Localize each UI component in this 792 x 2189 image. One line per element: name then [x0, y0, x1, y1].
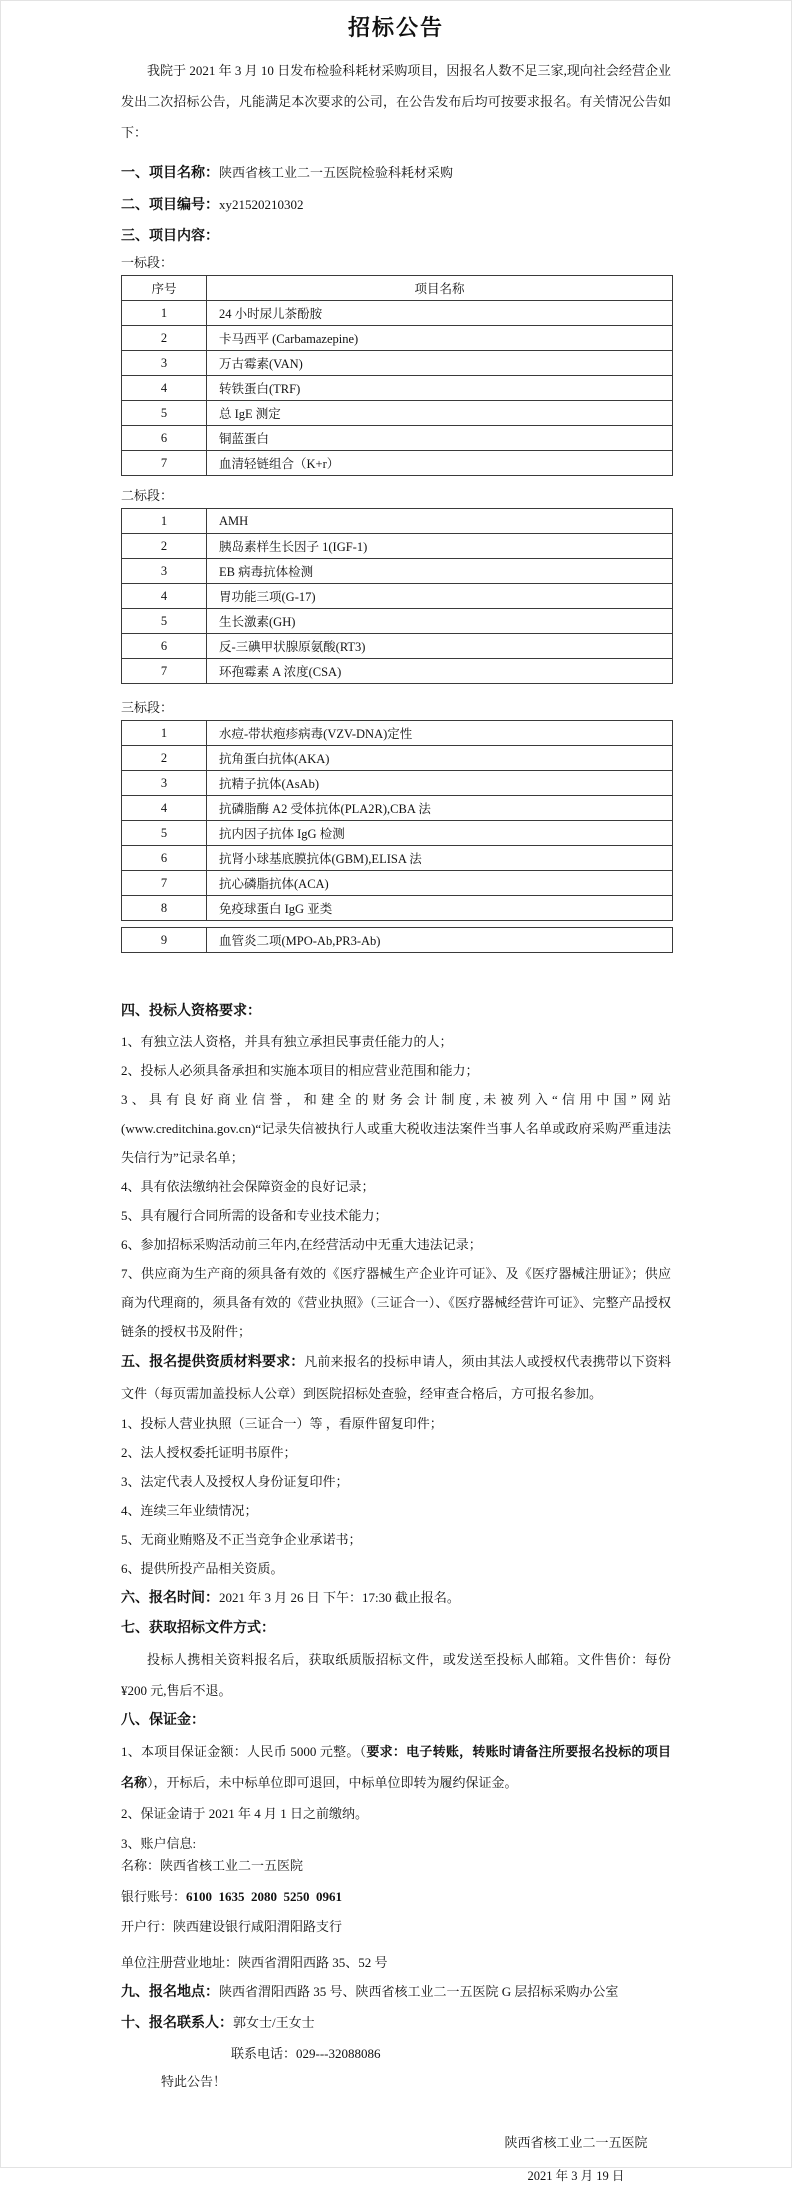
bank-account-line	[121, 1883, 671, 1911]
table-row	[122, 634, 673, 659]
row-name: 水痘-带状疱疹病毒(VZV-DNA)定性	[207, 721, 673, 746]
row-seq: 2	[122, 534, 207, 559]
row-seq: 4	[122, 796, 207, 821]
table-row	[122, 771, 673, 796]
table-row	[122, 821, 673, 846]
qualification-item: 1、有独立法人资格，并具有独立承担民事责任能力的人；	[121, 1034, 453, 1049]
qualification-item: 3、具有良好商业信誉，和建全的财务会计制度,未被列入“信用中国”网站(www.creditchina.gov.cn)“记录失信被执行人或重大税收违法案件当事人名单或政府采购严重违法失信行为”记录名单；	[121, 1092, 671, 1165]
row-seq: 3	[122, 351, 207, 376]
table-row	[122, 509, 673, 534]
table-row	[122, 609, 673, 634]
qualification-item: 2、投标人必须具备承担和实施本项目的相应营业范围和能力；	[121, 1063, 479, 1078]
row-name: 抗内因子抗体 IgG 检测	[207, 821, 673, 846]
contact-value: 郭女士/王女士	[233, 2015, 315, 2030]
materials-list	[121, 1409, 671, 1583]
row-name: 24 小时尿儿茶酚胺	[207, 301, 673, 326]
lot3-table-tail	[121, 927, 673, 953]
bank-branch: 开户行：陕西建设银行咸阳渭阳路支行	[121, 1919, 343, 1934]
bank-account-number: 6100 1635 2080 5250 0961	[186, 1889, 343, 1904]
location-value: 陕西省渭阳西路 35 号、陕西省核工业二一五医院 G 层招标采购办公室	[219, 1984, 619, 1999]
lot1-rows	[122, 301, 673, 476]
row-seq: 7	[122, 871, 207, 896]
row-name: 胃功能三项(G-17)	[207, 584, 673, 609]
row-seq: 1	[122, 721, 207, 746]
row-seq: 5	[122, 401, 207, 426]
lot3-caption: 三标段：	[121, 700, 174, 715]
lot2-caption: 二标段：	[121, 488, 174, 503]
signature-date: 2021 年 3 月 19 日	[527, 2169, 625, 2183]
table-row	[122, 426, 673, 451]
row-name: 卡马西平 (Carbamazepine)	[207, 326, 673, 351]
table-row	[122, 401, 673, 426]
section-deposit-heading: 八、保证金：	[121, 1713, 205, 1728]
table-row	[122, 534, 673, 559]
row-name: AMH	[207, 509, 673, 534]
lot2-table	[121, 508, 673, 684]
row-seq: 2	[122, 326, 207, 351]
deposit-item-2: 2、保证金请于 2021 年 4 月 1 日之前缴纳。	[121, 1806, 369, 1821]
closing-statement: 特此公告！	[161, 2074, 227, 2089]
deposit-item-1-post: ），开标后，未中标单位即可退回，中标单位即转为履约保证金。	[147, 1775, 518, 1790]
intro-paragraph: 我院于 2021 年 3 月 10 日发布检验科耗材采购项目，因报名人数不足三家,现向社会经营企业发出二次招标公告，凡能满足本次要求的公司，在公告发布后均可按要求报名。有关情况公告如下：	[121, 63, 671, 140]
section-document-access-heading: 七、获取招标文件方式：	[121, 1621, 275, 1636]
project-content-label: 三、项目内容：	[121, 229, 219, 244]
row-name: 反-三碘甲状腺原氨酸(RT3)	[207, 634, 673, 659]
row-seq: 1	[122, 301, 207, 326]
project-number-label: 二、项目编号：	[121, 198, 219, 213]
lot1-caption: 一标段：	[121, 255, 174, 270]
project-name-value: 陕西省核工业二一五医院检验科耗材采购	[219, 165, 454, 180]
row-seq: 6	[122, 426, 207, 451]
row-seq: 3	[122, 771, 207, 796]
deadline-value: 2021 年 3 月 26 日 下午：17:30 截止报名。	[219, 1590, 460, 1605]
row-name: 抗角蛋白抗体(AKA)	[207, 746, 673, 771]
column-header-seq: 序号	[122, 276, 207, 301]
contact-phone: 联系电话：029---32088086	[231, 2046, 381, 2061]
table-row	[122, 351, 673, 376]
row-seq: 1	[122, 509, 207, 534]
table-row	[122, 746, 673, 771]
material-item: 1、投标人营业执照（三证合一）等 ，看原件留复印件；	[121, 1416, 443, 1431]
row-name: 转铁蛋白(TRF)	[207, 376, 673, 401]
column-header-name: 项目名称	[207, 276, 673, 301]
row-seq: 6	[122, 846, 207, 871]
lot1-table	[121, 275, 673, 476]
material-item: 4、连续三年业绩情况；	[121, 1503, 258, 1518]
table-row	[122, 301, 673, 326]
document-content	[1, 1, 791, 2189]
section-deadline	[121, 1583, 671, 1614]
table-row	[122, 846, 673, 871]
materials-label: 五、报名提供资质材料要求：	[121, 1355, 305, 1370]
table-row	[122, 721, 673, 746]
row-seq: 3	[122, 559, 207, 584]
qualification-item: 7、供应商为生产商的须具备有效的《医疗器械生产企业许可证》、及《医疗器械注册证》；供应商为代理商的，须具备有效的《营业执照》（三证合一）、《医疗器械经营许可证》、完整产品授权链条的授权书及附件；	[121, 1266, 671, 1339]
row-seq: 2	[122, 746, 207, 771]
row-name: 抗磷脂酶 A2 受体抗体(PLA2R),CBA 法	[207, 796, 673, 821]
section-qualifications-heading: 四、投标人资格要求：	[121, 1004, 261, 1019]
row-seq: 7	[122, 451, 207, 476]
page-title: 招标公告	[347, 15, 444, 40]
signature-block	[496, 2129, 656, 2189]
table-row	[122, 796, 673, 821]
row-seq: 9	[122, 928, 207, 953]
row-seq: 5	[122, 609, 207, 634]
material-item: 2、法人授权委托证明书原件；	[121, 1445, 297, 1460]
lot3-table	[121, 720, 673, 921]
table-row	[122, 326, 673, 351]
material-item: 3、法定代表人及授权人身份证复印件；	[121, 1474, 349, 1489]
material-item: 6、提供所投产品相关资质。	[121, 1561, 284, 1576]
table-row	[122, 559, 673, 584]
contact-label: 十、报名联系人：	[121, 2016, 233, 2031]
section-project-content	[121, 222, 671, 251]
row-name: 抗精子抗体(AsAb)	[207, 771, 673, 796]
deposit-item-3: 3、账户信息:	[121, 1836, 197, 1851]
row-seq: 5	[122, 821, 207, 846]
section-materials-heading	[121, 1346, 671, 1409]
deposit-item-1-pre: 1、本项目保证金额：人民币 5000 元整。（	[121, 1744, 367, 1759]
qualification-item: 5、具有履行合同所需的设备和专业技术能力；	[121, 1208, 388, 1223]
row-seq: 6	[122, 634, 207, 659]
row-name: 血管炎二项(MPO-Ab,PR3-Ab)	[207, 928, 673, 953]
table-header-row	[122, 276, 673, 301]
row-seq: 8	[122, 896, 207, 921]
row-name: 抗心磷脂抗体(ACA)	[207, 871, 673, 896]
location-label: 九、报名地点：	[121, 1985, 219, 2000]
row-seq: 4	[122, 584, 207, 609]
section-project-name	[121, 158, 671, 189]
deposit-item-1	[121, 1736, 671, 1798]
lot2-rows	[122, 509, 673, 684]
project-number-value: xy21520210302	[219, 197, 304, 212]
row-name: 总 IgE 测定	[207, 401, 673, 426]
qualification-item: 4、具有依法缴纳社会保障资金的良好记录；	[121, 1179, 375, 1194]
row-name: 环孢霉素 A 浓度(CSA)	[207, 659, 673, 684]
row-name: 胰岛素样生长因子 1(IGF-1)	[207, 534, 673, 559]
section-location	[121, 1977, 671, 2008]
row-name: 免疫球蛋白 IgG 亚类	[207, 896, 673, 921]
bank-account-label: 银行账号：	[121, 1889, 187, 1904]
table-row	[122, 451, 673, 476]
row-name: 生长激素(GH)	[207, 609, 673, 634]
table-row	[122, 928, 673, 953]
document-access-body: 投标人携相关资料报名后，获取纸质版招标文件，或发送至投标人邮箱。文件售价：每份¥200 元,售后不退。	[121, 1652, 671, 1698]
registered-address: 单位注册营业地址：陕西省渭阳西路 35、52 号	[121, 1955, 388, 1970]
section-project-number	[121, 191, 671, 220]
table-row	[122, 896, 673, 921]
project-name-label: 一、项目名称：	[121, 166, 219, 181]
table-row	[122, 376, 673, 401]
table-row	[122, 584, 673, 609]
section-contact	[121, 2008, 671, 2039]
row-name: 铜蓝蛋白	[207, 426, 673, 451]
row-name: EB 病毒抗体检测	[207, 559, 673, 584]
lot3-tail-rows	[122, 928, 673, 953]
row-seq: 7	[122, 659, 207, 684]
signature-org: 陕西省核工业二一五医院	[504, 2135, 648, 2150]
qualification-item: 6、参加招标采购活动前三年内,在经营活动中无重大违法记录；	[121, 1237, 482, 1252]
account-name: 名称：陕西省核工业二一五医院	[121, 1858, 304, 1873]
row-name: 血清轻链组合（K+r）	[207, 451, 673, 476]
table-row	[122, 659, 673, 684]
table-row	[122, 871, 673, 896]
deadline-label: 六、报名时间：	[121, 1591, 219, 1606]
row-seq: 4	[122, 376, 207, 401]
row-name: 抗肾小球基底膜抗体(GBM),ELISA 法	[207, 846, 673, 871]
lot3-rows	[122, 721, 673, 921]
row-name: 万古霉素(VAN)	[207, 351, 673, 376]
deposit-item-1-bold: 要求：电子转账，转账时请备注所要报名投标的项目名称	[121, 1744, 671, 1790]
lot1-table-head	[122, 276, 673, 301]
qualification-list	[121, 1027, 671, 1346]
material-item: 5、无商业贿赂及不正当竞争企业承诺书；	[121, 1532, 362, 1547]
materials-lead: 凡前来报名的投标申请人，须由其法人或授权代表携带以下资料文件（每页需加盖投标人公章）到医院招标处查验，经审查合格后，方可报名参加。	[121, 1354, 671, 1401]
